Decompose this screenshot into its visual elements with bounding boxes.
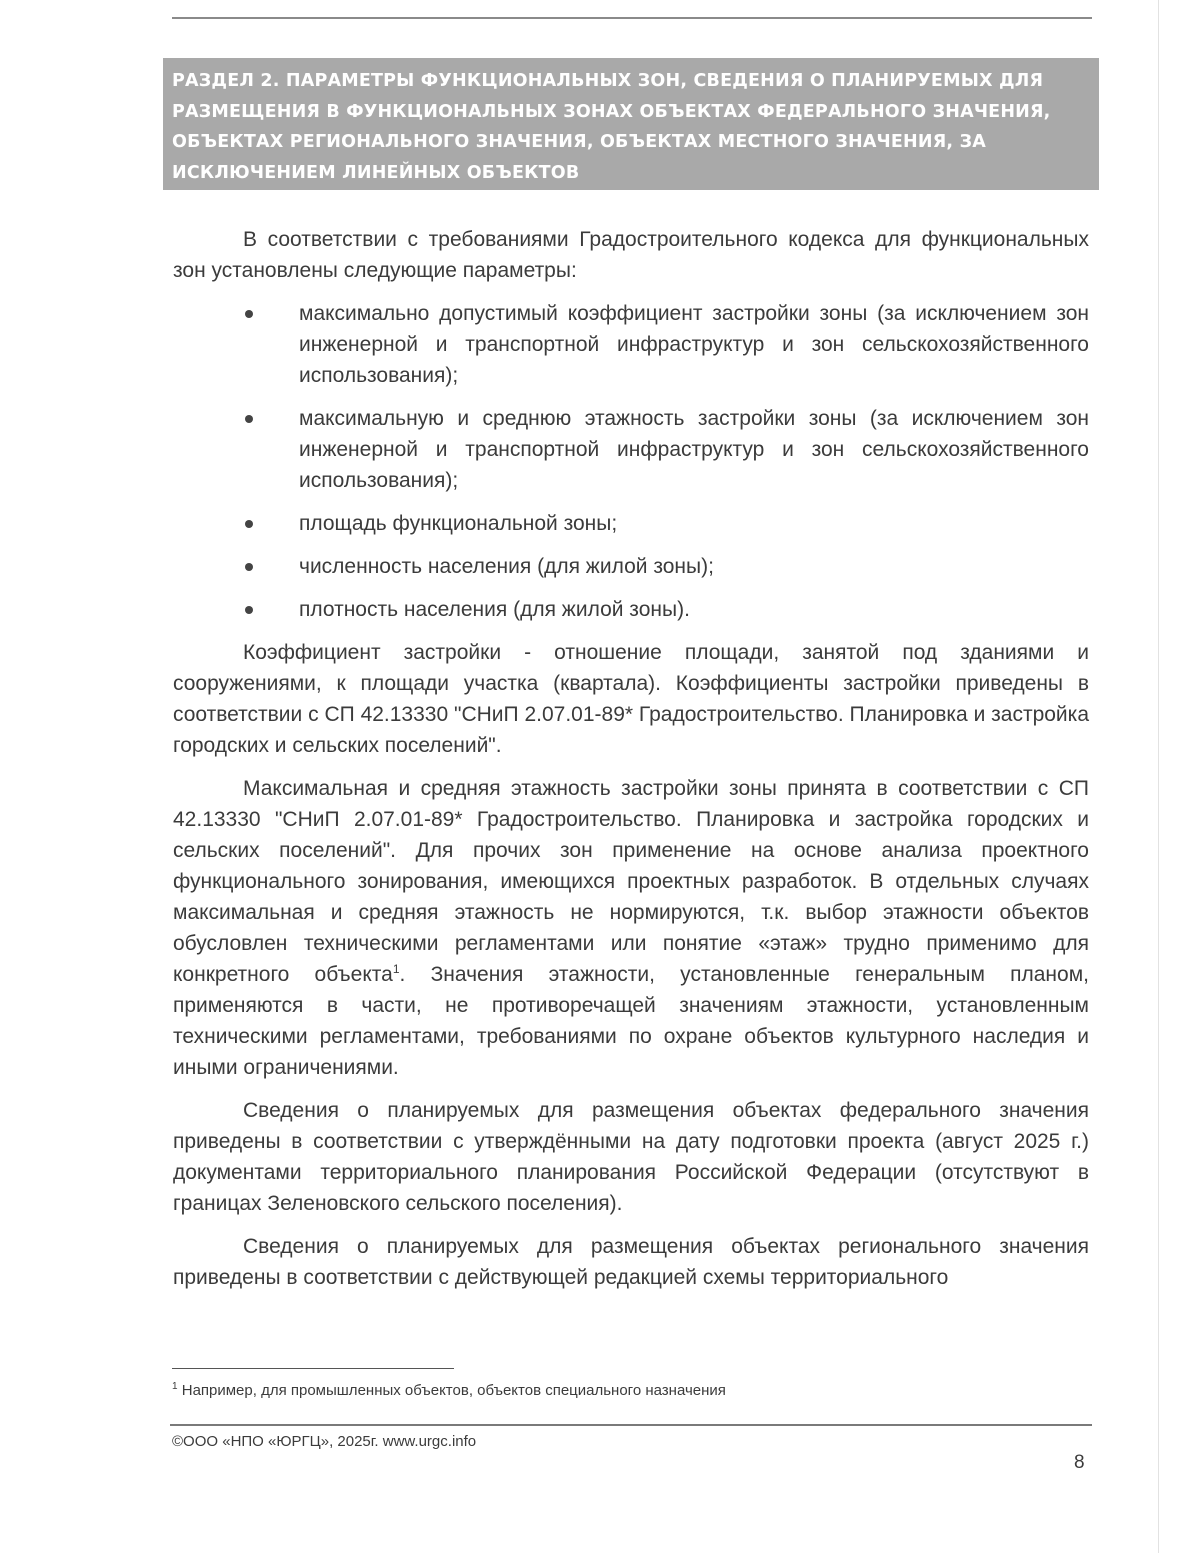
list-item-text: плотность населения (для жилой зоны). <box>299 598 690 621</box>
bullet-icon <box>245 563 253 571</box>
list-item-text: площадь функциональной зоны; <box>299 512 618 535</box>
floors-paragraph <box>173 773 1089 1083</box>
scan-edge-line <box>1158 0 1159 1553</box>
bullet-icon <box>245 520 253 528</box>
page-number: 8 <box>1074 1452 1085 1473</box>
coefficient-paragraph: Коэффициент застройки - отношение площади, занятой под зданиями и сооружениями, к площади участка (квартала). Коэффициенты застройки приведены в соответствии с СП 42.13330 "СНиП 2.07.01-89* Градостроительство. Планировка и застройка городских и сельских поселений". <box>173 641 1089 757</box>
floors-text-part2: . Значения этажности, установленные генеральным планом, применяются в части, не противоречащей значениям этажности, установленным техническими регламентами, требованиями по охране объектов культурного наследия и иными ограничениями. <box>173 963 1089 1079</box>
footnote-number: 1 <box>172 1381 178 1392</box>
header-rule <box>172 17 1092 19</box>
list-item <box>173 298 1089 391</box>
bullet-icon <box>245 606 253 614</box>
list-item <box>173 551 1089 582</box>
list-item-text: численность населения (для жилой зоны); <box>299 555 714 578</box>
regional-objects-paragraph: Сведения о планируемых для размещения объектах регионального значения приведены в соответствии с действующей редакцией схемы территориального <box>173 1235 1089 1289</box>
document-body <box>173 224 1089 1305</box>
list-item <box>173 403 1089 496</box>
section-title: РАЗДЕЛ 2. ПАРАМЕТРЫ ФУНКЦИОНАЛЬНЫХ ЗОН, СВЕДЕНИЯ О ПЛАНИРУЕМЫХ ДЛЯ РАЗМЕЩЕНИЯ В ФУНКЦИОНАЛЬНЫХ ЗОНАХ ОБЪЕКТАХ ФЕДЕРАЛЬНОГО ЗНАЧЕНИЯ, ОБЪЕКТАХ РЕГИОНАЛЬНОГО ЗНАЧЕНИЯ, ОБЪЕКТАХ МЕСТНОГО ЗНАЧЕНИЯ, ЗА ИСКЛЮЧЕНИЕМ ЛИНЕЙНЫХ ОБЪЕКТОВ <box>172 71 1051 183</box>
list-item-text: максимально допустимый коэффициент застройки зоны (за исключением зон инженерной и транспортной инфраструктур и зон сельскохозяйственного использования); <box>299 302 1089 387</box>
running-header <box>235 0 995 12</box>
footer-rule <box>170 1424 1092 1426</box>
footnote <box>172 1381 1072 1401</box>
footnote-text: Например, для промышленных объектов, объектов специального назначения <box>177 1382 726 1399</box>
bullet-icon <box>245 310 253 318</box>
parameters-list <box>173 298 1089 625</box>
list-item-text: максимальную и среднюю этажность застройки зоны (за исключением зон инженерной и транспортной инфраструктур и зон сельскохозяйственного использования); <box>299 407 1089 492</box>
intro-paragraph: В соответствии с требованиями Градостроительного кодекса для функциональных зон установлены следующие параметры: <box>173 228 1089 282</box>
list-item <box>173 594 1089 625</box>
section-banner <box>163 58 1099 190</box>
footnote-reference[interactable]: 1 <box>392 962 400 976</box>
bullet-icon <box>245 415 253 423</box>
list-item <box>173 508 1089 539</box>
floors-text-part1: Максимальная и средняя этажность застройки зоны принята в соответствии с СП 42.13330 "СНиП 2.07.01-89* Градостроительство. Планировка и застройка городских и сельских поселений". Для прочих зон применение на основе анализа проектного функционального зонирования, имеющихся проектных разработок. В отдельных случаях максимальная и средняя этажность не нормируются, т.к. выбор этажности объектов обусловлен техническими регламентами или понятие «этаж» трудно применимо для конкретного объекта <box>173 777 1089 986</box>
footer-copyright: ©ООО «НПО «ЮРГЦ», 2025г. www.urgc.info <box>172 1433 477 1450</box>
federal-objects-paragraph: Сведения о планируемых для размещения объектах федерального значения приведены в соответствии с утверждёнными на дату подготовки проекта (август 2025 г.) документами территориального планирования Российской Федерации (отсутствуют в границах Зеленовского сельского поселения). <box>173 1099 1089 1215</box>
footnote-divider <box>172 1368 454 1369</box>
